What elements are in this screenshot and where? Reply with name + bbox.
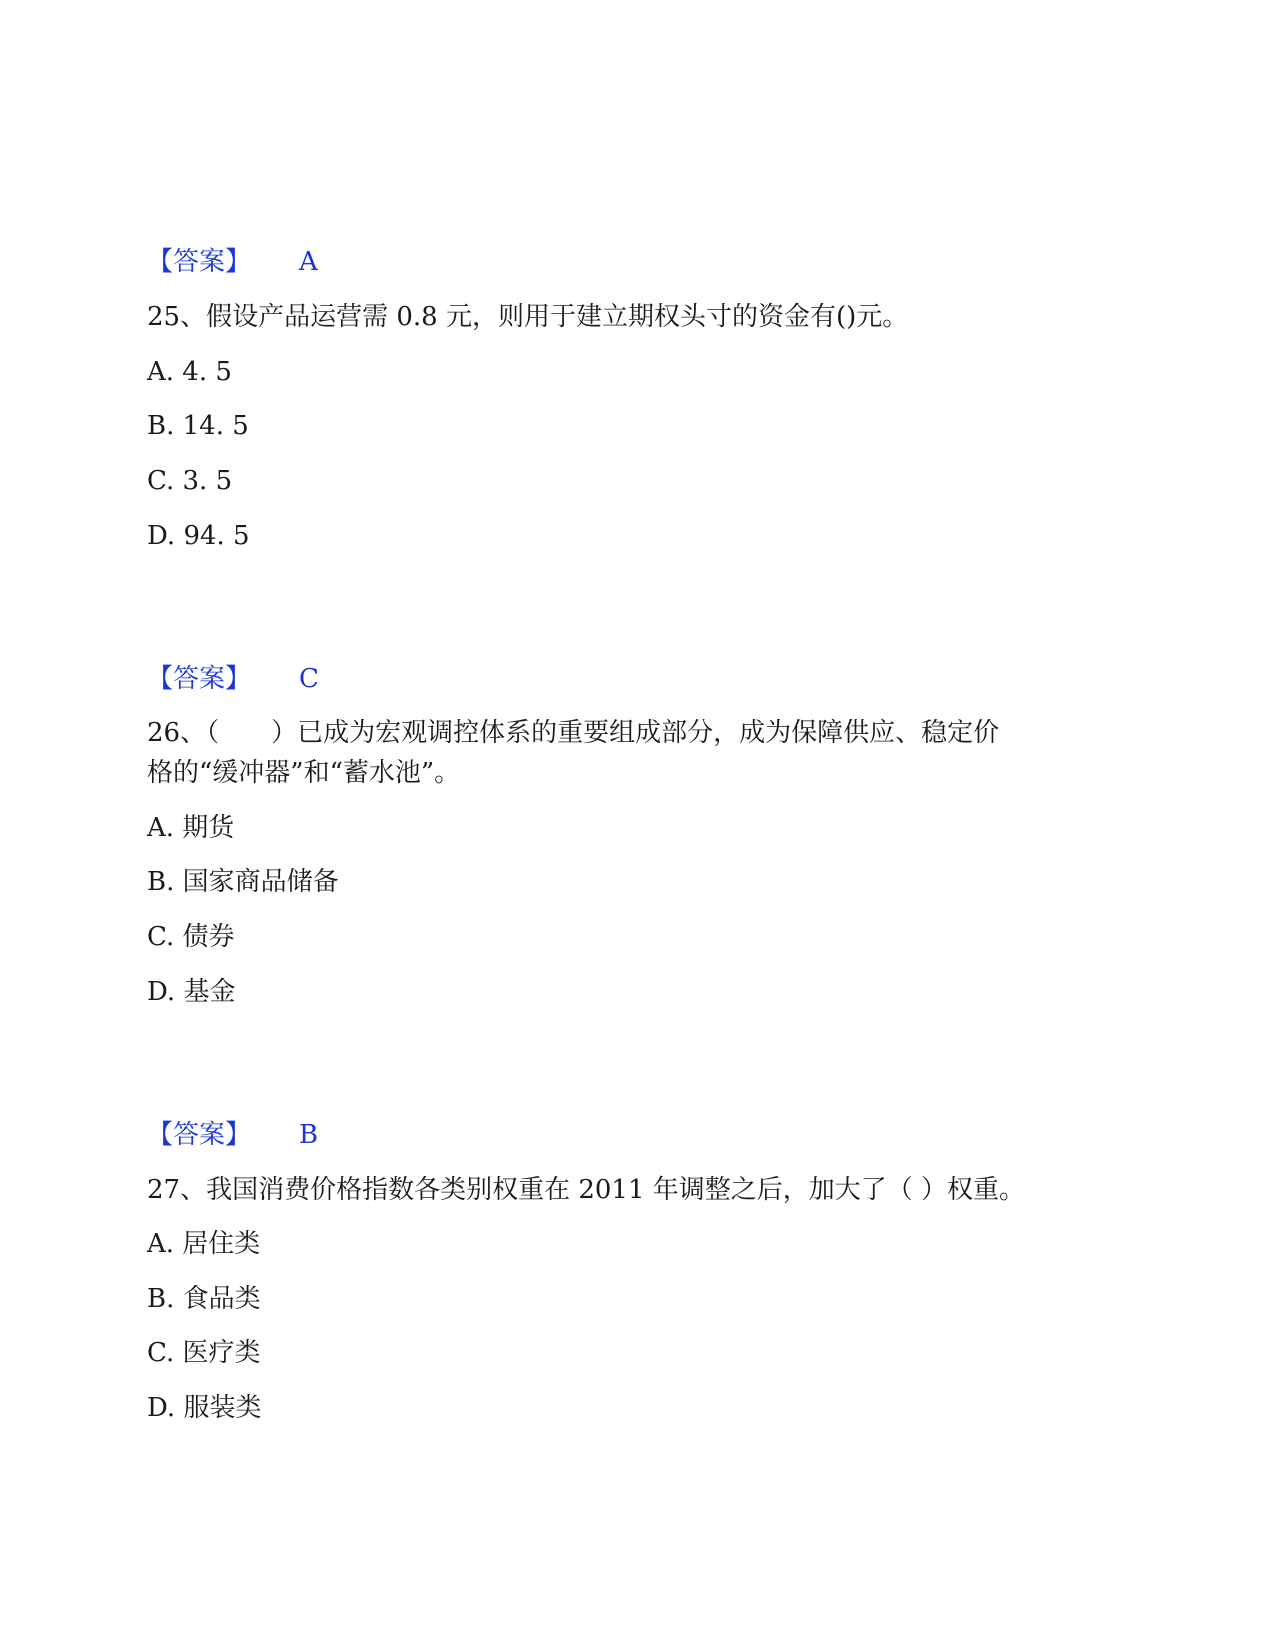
option-d: D. 基金 (147, 977, 236, 1007)
answer-label: 【答案】 (147, 247, 252, 277)
option-b: B. 食品类 (147, 1284, 261, 1314)
option-c: C. 3. 5 (147, 466, 233, 496)
option-d: D. 服装类 (147, 1393, 262, 1423)
option-a: A. 4. 5 (147, 357, 232, 387)
answer-label: 【答案】 (147, 664, 252, 694)
question-26: 26、（ ）已成为宏观调控体系的重要组成部分，成为保障供应、稳定价 (147, 718, 1000, 748)
question-27: 27、我国消费价格指数各类别权重在 2011 年调整之后，加大了（ ）权重。 (147, 1175, 1026, 1205)
option-a: A. 期货 (147, 813, 235, 843)
answer-line (147, 659, 319, 699)
answer-value: A (299, 247, 318, 277)
question-25: 25、假设产品运营需 0.8 元，则用于建立期权头寸的资金有()元。 (147, 302, 909, 332)
answer-line (147, 1115, 318, 1155)
option-b: B. 14. 5 (147, 411, 249, 441)
option-c: C. 债券 (147, 922, 235, 952)
answer-value: B (299, 1120, 319, 1150)
answer-value: C (299, 664, 319, 694)
option-b: B. 国家商品储备 (147, 867, 339, 897)
answer-line (147, 242, 318, 282)
answer-label: 【答案】 (147, 1120, 252, 1150)
option-c: C. 医疗类 (147, 1338, 261, 1368)
option-a: A. 居住类 (147, 1229, 261, 1259)
option-d: D. 94. 5 (147, 521, 250, 551)
question-26-line2: 格的“缓冲器”和“蓄水池”。 (147, 758, 461, 788)
